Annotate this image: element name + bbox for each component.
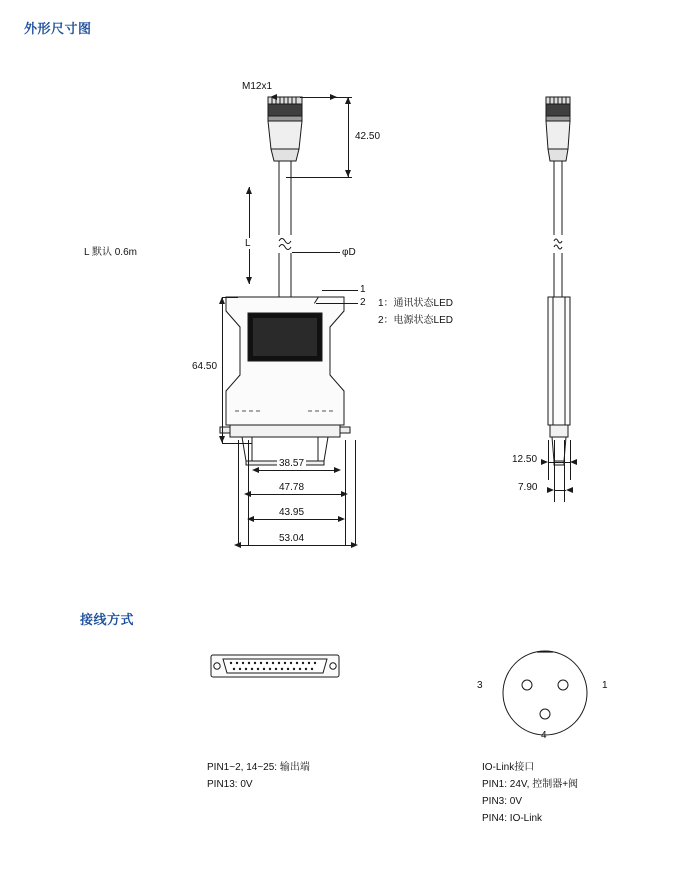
- side-view-svg: [500, 75, 660, 475]
- side-view-drawing: [500, 75, 660, 475]
- extline-side-inner-right: [564, 440, 565, 502]
- leader-led-2: [316, 303, 358, 304]
- dim-depth-1: 12.50: [512, 454, 538, 465]
- label-cable-diameter: φD: [342, 247, 356, 258]
- extline-4250-top: [300, 97, 352, 98]
- arrowhead-m12-left: [270, 94, 277, 100]
- arrowhead-4250-bottom: [345, 170, 351, 177]
- arrowhead-4395-left: [247, 516, 254, 522]
- callout-marker-2: 2: [360, 297, 366, 308]
- m12-pin-label-3: 3: [477, 680, 483, 691]
- dsub-note-ground: PIN13: 0V: [207, 779, 253, 790]
- sensor-body: [220, 297, 350, 465]
- dimline-7-90: [554, 490, 566, 491]
- m12-note-pin3: PIN3: 0V: [482, 796, 523, 807]
- extline-width-left-outer: [238, 440, 239, 545]
- dim-width-2: 47.78: [279, 482, 305, 493]
- extline-4250-bottom: [286, 177, 352, 178]
- m12-pin-label-4: 4: [541, 730, 547, 741]
- dim-connector-height: 42.50: [355, 131, 381, 142]
- dimline-38-57: [257, 470, 336, 471]
- m12-interface-title: IO-Link接口: [482, 762, 535, 773]
- dim-width-1: 38.57: [279, 458, 305, 469]
- m12-note-pin1: PIN1: 24V, 控制器+阀: [482, 779, 579, 790]
- dimline-64-50: [222, 297, 223, 443]
- callout-marker-1: 1: [360, 284, 366, 295]
- arrowhead-5304-left: [234, 542, 241, 548]
- page-title-dimensions: 外形尺寸图: [24, 21, 92, 36]
- arrowhead-L-top: [246, 187, 252, 194]
- dim-cable-length-symbol: L: [245, 238, 251, 249]
- m12-pin-label-1: 1: [602, 680, 608, 691]
- leader-cable-diameter: [292, 252, 340, 253]
- arrowhead-790-left: [547, 487, 554, 493]
- dsub-connector-svg: [205, 645, 345, 695]
- arrowhead-L-bottom: [246, 277, 252, 284]
- arrowhead-790-right: [566, 487, 573, 493]
- arrowhead-6450-bottom: [219, 436, 225, 443]
- legend-led-power: 2：电源状态LED: [378, 315, 454, 326]
- arrowhead-6450-top: [219, 297, 225, 304]
- dimline-47-78: [248, 494, 345, 495]
- page-title-wiring: 接线方式: [80, 612, 135, 627]
- dim-depth-2: 7.90: [518, 482, 538, 493]
- extline-side-left: [548, 440, 549, 480]
- arrowhead-4778-left: [244, 491, 251, 497]
- dimline-12-50: [548, 462, 570, 463]
- arrowhead-4250-top: [345, 97, 351, 104]
- dim-width-4: 53.04: [279, 533, 305, 544]
- arrowhead-5304-right: [351, 542, 358, 548]
- dimline-43-95: [252, 519, 341, 520]
- dimline-42-50: [348, 97, 349, 177]
- m12-connector-front: [268, 97, 302, 161]
- arrowhead-3857-left: [252, 467, 259, 473]
- m12-note-pin4: PIN4: IO-Link: [482, 813, 543, 824]
- extline-side-inner-left: [554, 440, 555, 502]
- extline-6450-top: [222, 297, 238, 298]
- extline-width-right-outer: [355, 440, 356, 545]
- dsub-note-outputs: PIN1~2, 14~25: 输出端: [207, 762, 310, 773]
- dim-body-height: 64.50: [192, 361, 218, 372]
- arrowhead-1250-left: [541, 459, 548, 465]
- dimline-cable-length: [249, 187, 250, 284]
- label-m12-thread: M12x1: [242, 81, 273, 92]
- label-cable-default-length: L 默认 0.6m: [84, 247, 137, 258]
- dimline-53-04: [238, 545, 355, 546]
- arrowhead-1250-right: [570, 459, 577, 465]
- arrowhead-3857-right: [334, 467, 341, 473]
- leader-led-1: [322, 290, 358, 291]
- arrowhead-4395-right: [338, 516, 345, 522]
- legend-led-communication: 1：通讯状态LED: [378, 298, 454, 309]
- dim-width-3: 43.95: [279, 507, 305, 518]
- cable: [279, 161, 291, 297]
- dsub-connector-drawing: [205, 645, 345, 695]
- arrowhead-4778-right: [341, 491, 348, 497]
